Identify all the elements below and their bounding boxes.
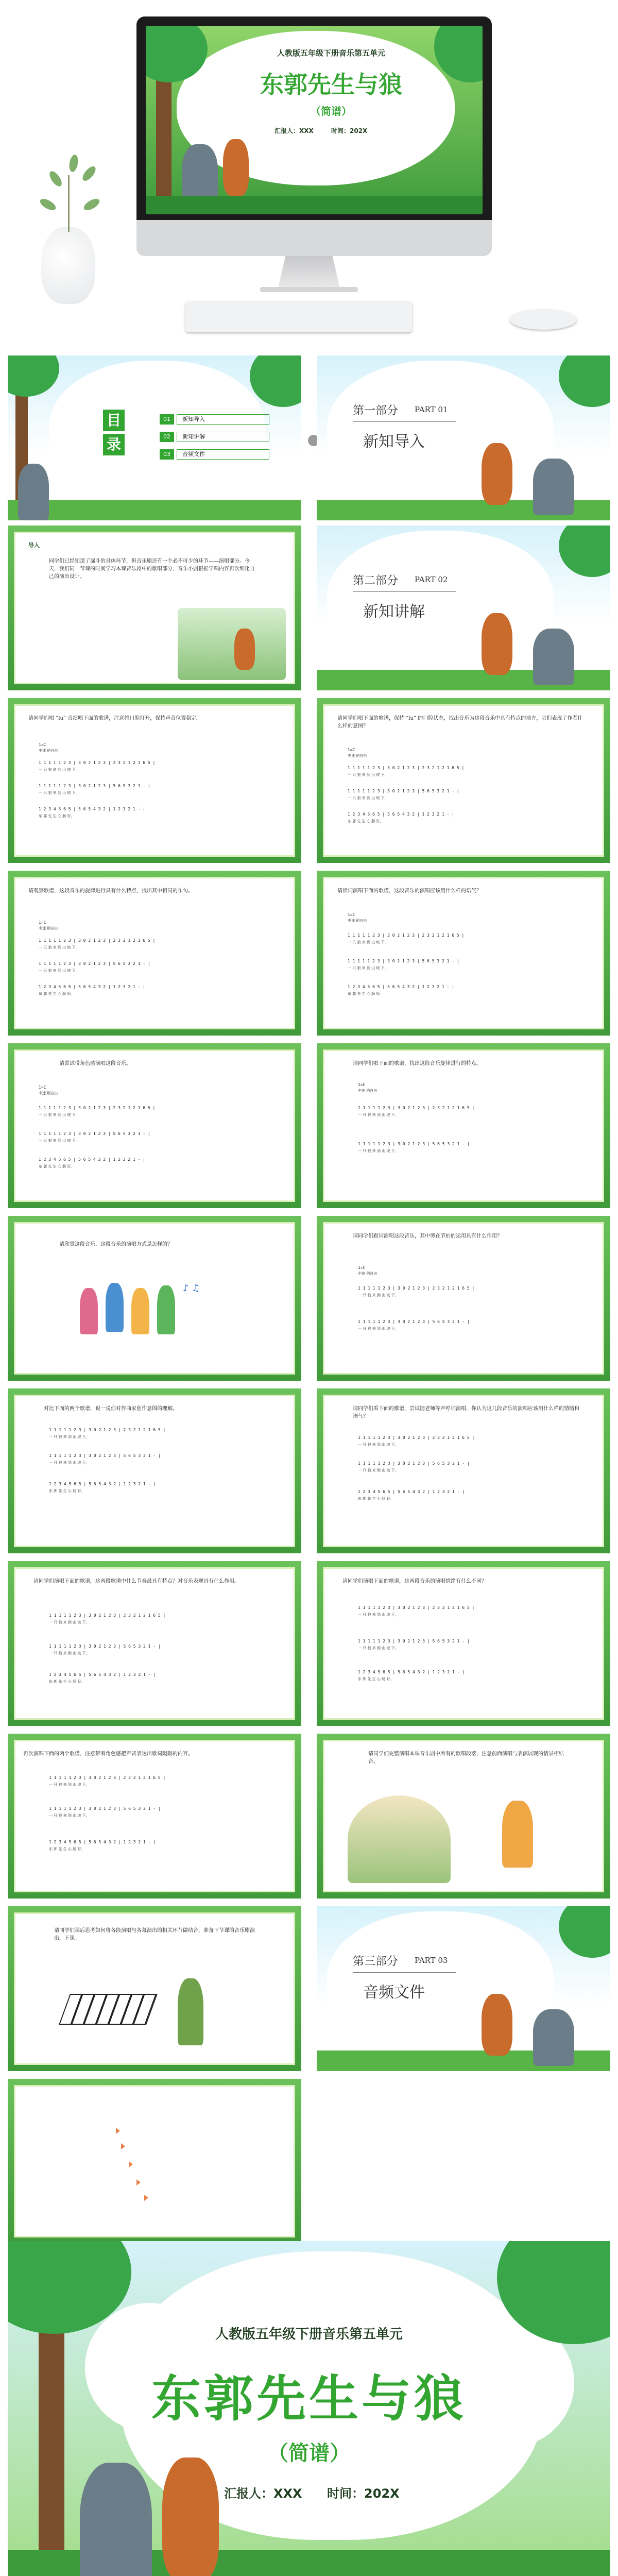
score-lyric: 东 郭 先 生 心 肠 好。 xyxy=(49,1489,85,1493)
score-line: 1 1 1 1 1 2 3 | 3 0 2 1 2 3 | 5 6 5 3 2 1 - | xyxy=(358,1639,470,1643)
score-line: 1 1 1 1 1 2 3 | 3 0 2 1 2 3 | 2 3 2 1 2 1 6 5 | xyxy=(348,766,465,770)
slide-prompt: 请尝试带角色感演唱这段音乐。 xyxy=(59,1061,131,1066)
slide-prompt: 请读词演唱下面的歌谱，这段音乐的演唱应该用什么样的语气？ xyxy=(337,888,482,894)
score-line: 1 1 1 1 1 2 3 | 3 0 2 1 2 3 | 5 6 5 3 2 1 - | xyxy=(39,784,150,788)
score-lyric: 一 只 狼 来 到 山 坡 下， xyxy=(39,768,79,772)
score-lyric: 东 郭 先 生 心 肠 好。 xyxy=(348,992,384,996)
slide-prompt: 请同学们演唱下面的歌谱，这两段音乐的演唱情绪有什么不同？ xyxy=(342,1579,487,1584)
score-key: 1=C xyxy=(358,1082,366,1087)
house-illustration xyxy=(348,1795,451,1883)
mockup-subtitle: 人教版五年级下册音乐第五单元 xyxy=(277,48,385,58)
score-line: 1 2 3 4 5 6 5 | 5 6 5 4 3 2 | 1 2 3 2 1 - | xyxy=(348,985,455,989)
plant-leaf-icon xyxy=(68,154,79,173)
slide-score xyxy=(8,1388,301,1553)
keyboard xyxy=(185,301,412,332)
score-line: 1 2 3 4 5 6 5 | 5 6 5 4 3 2 | 1 2 3 2 1 - | xyxy=(39,807,146,811)
score-line: 1 1 1 1 1 2 3 | 3 0 2 1 2 3 | 5 6 5 3 2 1 - | xyxy=(39,1131,150,1136)
score-line: 1 1 1 1 1 2 3 | 3 0 2 1 2 3 | 2 3 2 1 2 1 6 5 | xyxy=(39,760,156,765)
score-lyric: 一 只 狼 来 到 山 坡 下， xyxy=(358,1113,399,1117)
toc-item[interactable] xyxy=(160,413,269,425)
score-lyric: 一 只 狼 来 到 山 坡 下， xyxy=(348,796,388,800)
slide-score xyxy=(317,1216,610,1381)
plant-leaf-icon xyxy=(80,164,98,183)
part-number: 第三部分 xyxy=(353,1955,399,1968)
slide-prompt: 请同学们看下面的歌谱，尝试随老师等声哼词演唱，你认为这几段音乐的演唱应该用什么样的情绪和语气？ xyxy=(353,1406,579,1419)
monitor-chin xyxy=(136,220,492,256)
score-line: 1 2 3 4 5 6 5 | 5 6 5 4 3 2 | 1 2 3 2 1 - | xyxy=(49,1482,156,1486)
slide-score xyxy=(8,1561,301,1726)
score-lyric: 一 只 狼 来 到 山 坡 下， xyxy=(358,1293,399,1297)
score-line: 1 1 1 1 1 2 3 | 3 0 2 1 2 3 | 5 6 5 3 2 1 - | xyxy=(358,1461,470,1466)
toc-item-num: 03 xyxy=(160,449,174,460)
vase-decoration xyxy=(41,227,95,304)
slide-score xyxy=(317,1043,610,1208)
score-line: 1 1 1 1 1 2 3 | 3 0 2 1 2 3 | 2 3 2 1 2 1 6 5 | xyxy=(39,938,156,943)
cover-reporter: 汇报人：XXX xyxy=(224,2486,302,2501)
slide-part1 xyxy=(317,355,610,520)
slide-toc xyxy=(8,355,301,520)
play-icon[interactable] xyxy=(144,2195,148,2201)
score-line: 1 2 3 4 5 6 5 | 5 6 5 4 3 2 | 1 2 3 2 1 - | xyxy=(39,1157,146,1162)
score-line: 1 1 1 1 1 2 3 | 3 0 2 1 2 3 | 2 3 2 1 2 1 6 5 | xyxy=(358,1106,475,1110)
score-tempo: 中速 稍自由 xyxy=(39,926,58,930)
cover-subtitle: 人教版五年级下册音乐第五单元 xyxy=(215,2327,403,2342)
score-lyric: 东 郭 先 生 心 肠 好。 xyxy=(49,1847,85,1851)
score-line: 1 1 1 1 1 2 3 | 3 0 2 1 2 3 | 5 6 5 3 2 1 - | xyxy=(49,1644,161,1649)
score-lyric: 一 只 狼 来 到 山 坡 下， xyxy=(358,1149,399,1153)
slide-part3 xyxy=(317,1906,610,2071)
score-lyric: 一 只 狼 来 到 山 坡 下， xyxy=(49,1651,90,1655)
score-line: 1 1 1 1 1 2 3 | 3 0 2 1 2 3 | 5 6 5 3 2 1 - | xyxy=(358,1319,470,1324)
illustration xyxy=(178,608,286,680)
slide-intro xyxy=(8,526,301,690)
score-line: 1 2 3 4 5 6 5 | 5 6 5 4 3 2 | 1 2 3 2 1 - | xyxy=(39,985,146,989)
slide-prompt: 请同学们演唱下面的歌谱，这两段歌谱中什么节奏最具有特点？对音乐表现具有什么作用。 xyxy=(33,1579,239,1584)
intro-text: 同学们已经知道了漏斗的具体环节，但音乐剧还有一个必不可少的环节——演唱部分。今天，我们同一节课的时间学习本课音乐剧中的歌唱部分，音乐小剧根据学唱内容再次细化自己的演出设计。 xyxy=(49,558,255,580)
score-line: 1 2 3 4 5 6 5 | 5 6 5 4 3 2 | 1 2 3 2 1 - | xyxy=(348,812,455,817)
score-key: 1=C xyxy=(39,920,46,925)
score-lyric: 东 郭 先 生 心 肠 好。 xyxy=(358,1497,394,1501)
score-lyric: 东 郭 先 生 心 肠 好。 xyxy=(49,1680,85,1684)
toc-item-label: 新知导入 xyxy=(177,414,269,425)
slide-listen xyxy=(8,1216,301,1381)
play-icon[interactable] xyxy=(129,2161,133,2167)
slide-prompt: 再次演唱下面的两个歌谱，注意带着角色感把声音表达出歌词隔隔的内容。 xyxy=(23,1751,193,1757)
part-en: PART 01 xyxy=(415,405,448,414)
score-lyric: 一 只 狼 来 到 山 坡 下， xyxy=(358,1613,399,1617)
score-lyric: 东 郭 先 生 心 肠 好。 xyxy=(39,814,75,818)
mouse xyxy=(510,309,577,330)
monitor-stand xyxy=(278,256,340,288)
music-note-icon: ♪ ♫ xyxy=(183,1283,200,1294)
slide-score xyxy=(317,1388,610,1553)
score-lyric: 一 只 狼 来 到 山 坡 下， xyxy=(39,945,79,950)
score-lyric: 一 只 狼 来 到 山 坡 下， xyxy=(49,1814,90,1818)
score-line: 1 1 1 1 1 2 3 | 3 0 2 1 2 3 | 5 6 5 3 2 1 - | xyxy=(358,1142,470,1146)
part-name: 新知导入 xyxy=(363,433,425,451)
score-line: 1 1 1 1 1 2 3 | 3 0 2 1 2 3 | 2 3 2 1 2 1 6 5 | xyxy=(358,1286,475,1291)
mockup-reporter: 汇报人：XXX xyxy=(274,127,314,134)
score-lyric: 东 郭 先 生 心 肠 好。 xyxy=(358,1677,394,1681)
mockup-tag: （简谱） xyxy=(311,105,352,117)
slide-audio xyxy=(8,2079,301,2244)
monitor xyxy=(136,16,492,238)
toc-item-num: 02 xyxy=(160,432,174,442)
piano-keys-illustration xyxy=(59,1994,158,2025)
monitor-screen xyxy=(146,26,483,214)
slide-prompt: 请观察歌谱，这段音乐的旋律进行具有什么特点，找出其中相同的乐句。 xyxy=(28,888,193,894)
score-lyric: 东 郭 先 生 心 肠 好。 xyxy=(39,1164,75,1168)
slide-score xyxy=(8,698,301,863)
plant-leaf-icon xyxy=(38,197,57,213)
slide-score xyxy=(317,871,610,1036)
score-tempo: 中速 稍自由 xyxy=(39,1091,58,1095)
score-tempo: 中速 稍自由 xyxy=(358,1089,377,1093)
monitor-foot xyxy=(260,287,358,292)
score-key: 1=C xyxy=(348,912,355,917)
play-icon[interactable] xyxy=(121,2143,125,2149)
play-icon[interactable] xyxy=(116,2128,120,2134)
slide-prompt: 请同学们唱下面的歌谱，找出这段音乐旋律进行的特点。 xyxy=(353,1061,482,1066)
part-number: 第二部分 xyxy=(353,574,399,587)
score-lyric: 一 只 狼 来 到 山 坡 下， xyxy=(49,1435,90,1439)
score-key: 1=C xyxy=(348,748,355,752)
score-tempo: 中速 稍自由 xyxy=(348,754,367,758)
score-line: 1 1 1 1 1 2 3 | 3 0 2 1 2 3 | 5 6 5 3 2 1 - | xyxy=(39,961,150,966)
score-tempo: 中速 稍自由 xyxy=(348,919,367,923)
score-lyric: 一 只 狼 来 到 山 坡 下， xyxy=(348,773,388,777)
toc-item-label: 音频文件 xyxy=(177,449,269,460)
toc-mu: 目 xyxy=(103,410,125,431)
score-line: 1 2 3 4 5 6 5 | 5 6 5 4 3 2 | 1 2 3 2 1 - | xyxy=(358,1670,465,1674)
play-icon[interactable] xyxy=(136,2179,141,2185)
score-line: 1 2 3 4 5 6 5 | 5 6 5 4 3 2 | 1 2 3 2 1 - | xyxy=(49,1840,156,1844)
slide-homework xyxy=(8,1906,301,2071)
slide-score xyxy=(317,1561,610,1726)
score-lyric: 一 只 狼 来 到 山 坡 下， xyxy=(348,966,388,970)
score-lyric: 一 只 狼 来 到 山 坡 下， xyxy=(358,1646,399,1650)
plant-leaf-icon xyxy=(82,197,101,213)
score-lyric: 一 只 狼 来 到 山 坡 下， xyxy=(348,940,388,944)
score-lyric: 一 只 狼 来 到 山 坡 下， xyxy=(49,1783,90,1787)
cover-tag: （简谱） xyxy=(268,2442,350,2465)
part-number: 第一部分 xyxy=(353,404,399,417)
score-lyric: 一 只 狼 来 到 山 坡 下， xyxy=(39,1113,79,1117)
plant-leaf-icon xyxy=(47,169,64,188)
score-lyric: 一 只 狼 来 到 山 坡 下， xyxy=(358,1468,399,1472)
score-line: 1 1 1 1 1 2 3 | 3 0 2 1 2 3 | 2 3 2 1 2 1 6 5 | xyxy=(348,933,465,938)
toc-item-num: 01 xyxy=(160,414,174,425)
slide-prompt: 请同学们唱 “lu” 音演唱下面的歌谱，注意将口腔打开，保持声音位置稳定。 xyxy=(28,716,202,721)
score-lyric: 一 只 狼 来 到 山 坡 下， xyxy=(358,1443,399,1447)
score-line: 1 1 1 1 1 2 3 | 3 0 2 1 2 3 | 2 3 2 1 2 1 6 5 | xyxy=(49,1428,166,1432)
score-lyric: 一 只 狼 来 到 山 坡 下， xyxy=(49,1461,90,1465)
slide-prompt: 请同学们唱下面的歌谱，保持 “lu” 的口腔状态，找出音乐为这段音乐中具有特点的地方，它们表现了作者什么样的意图？ xyxy=(337,716,583,729)
part-en: PART 02 xyxy=(415,575,448,584)
score-line: 1 1 1 1 1 2 3 | 3 0 2 1 2 3 | 2 3 2 1 2 1 6 5 | xyxy=(49,1613,166,1618)
mockup-title: 东郭先生与狼 xyxy=(260,71,402,98)
slide-score xyxy=(8,871,301,1036)
score-line: 1 1 1 1 1 2 3 | 3 0 2 1 2 3 | 5 6 5 3 2 1 - | xyxy=(49,1453,161,1458)
mockup-time: 时间：202X xyxy=(331,127,368,134)
score-lyric: 东 郭 先 生 心 肠 好。 xyxy=(348,819,384,823)
slide-prompt: 请欣赏这段音乐，这段音乐的演唱方式是怎样的？ xyxy=(59,1242,173,1247)
score-key: 1=C xyxy=(39,1085,46,1090)
score-line: 1 1 1 1 1 2 3 | 3 0 2 1 2 3 | 5 6 5 3 2 1 - | xyxy=(348,789,459,793)
score-line: 1 1 1 1 1 2 3 | 3 0 2 1 2 3 | 2 3 2 1 2 1 6 5 | xyxy=(49,1775,166,1780)
slide-part2 xyxy=(317,526,610,690)
score-line: 1 1 1 1 1 2 3 | 3 0 2 1 2 3 | 2 3 2 1 2 1 6 5 | xyxy=(358,1435,475,1440)
score-lyric: 一 只 狼 来 到 山 坡 下， xyxy=(39,791,79,795)
score-line: 1 1 1 1 1 2 3 | 3 0 2 1 2 3 | 2 3 2 1 2 1 6 5 | xyxy=(39,1106,156,1110)
slide-score xyxy=(317,698,610,863)
score-line: 1 1 1 1 1 2 3 | 3 0 2 1 2 3 | 5 6 5 3 2 1 - | xyxy=(49,1806,161,1811)
slide-prompt: 对比下面的两个歌谱，说一说你对作曲家创作意图的理解。 xyxy=(44,1406,178,1412)
slide-prompt: 请同学们课后思考如何将各段演唱与各幕演出的相关环节做结合，准备下节课的音乐剧演出，下课。 xyxy=(54,1928,255,1941)
score-tempo: 中速 稍自由 xyxy=(358,1272,377,1276)
score-line: 1 2 3 4 5 6 5 | 5 6 5 4 3 2 | 1 2 3 2 1 - | xyxy=(358,1489,465,1494)
score-line: 1 1 1 1 1 2 3 | 3 0 2 1 2 3 | 2 3 2 1 2 1 6 5 | xyxy=(358,1605,475,1610)
toc-item[interactable] xyxy=(160,448,269,460)
device-mockup xyxy=(0,0,618,350)
score-line: 1 2 3 4 5 6 5 | 5 6 5 4 3 2 | 1 2 3 2 1 - | xyxy=(49,1672,156,1677)
part-name: 音频文件 xyxy=(363,1984,425,2002)
score-key: 1=C xyxy=(39,742,46,747)
score-tempo: 中速 稍自由 xyxy=(39,749,58,753)
score-line: 1 1 1 1 1 2 3 | 3 0 2 1 2 3 | 5 6 5 3 2 1 - | xyxy=(348,959,459,963)
part-name: 新知讲解 xyxy=(363,603,425,621)
toc-lu: 录 xyxy=(103,434,125,455)
slide-prompt: 请同学们完整演唱本课音乐剧中所有的歌唱段落，注意前面演唱与表演展现的情景相结合。 xyxy=(368,1751,564,1765)
score-lyric: 东 郭 先 生 心 肠 好。 xyxy=(39,992,75,996)
cover-time: 时间：202X xyxy=(327,2486,400,2501)
intro-heading: 导入 xyxy=(28,542,40,549)
toc-item-label: 新知讲解 xyxy=(177,432,269,442)
score-lyric: 一 只 狼 来 到 山 坡 下， xyxy=(39,1139,79,1143)
score-lyric: 一 只 狼 来 到 山 坡 下， xyxy=(358,1327,399,1331)
cover-title: 东郭先生与狼 xyxy=(151,2370,467,2428)
part-en: PART 03 xyxy=(415,1956,448,1965)
slide-score xyxy=(8,1043,301,1208)
score-lyric: 一 只 狼 来 到 山 坡 下， xyxy=(49,1620,90,1624)
toc-item[interactable] xyxy=(160,431,269,442)
slide-score xyxy=(8,1734,301,1899)
slide-prompt: 请同学们跟词演唱这段音乐，其中剪在节拍的运用具有什么作用？ xyxy=(353,1233,502,1239)
score-key: 1=C xyxy=(358,1265,366,1270)
slide-perform xyxy=(317,1734,610,1899)
score-lyric: 一 只 狼 来 到 山 坡 下， xyxy=(39,969,79,973)
plant-stem xyxy=(68,175,70,232)
slide-cover xyxy=(8,2241,610,2576)
